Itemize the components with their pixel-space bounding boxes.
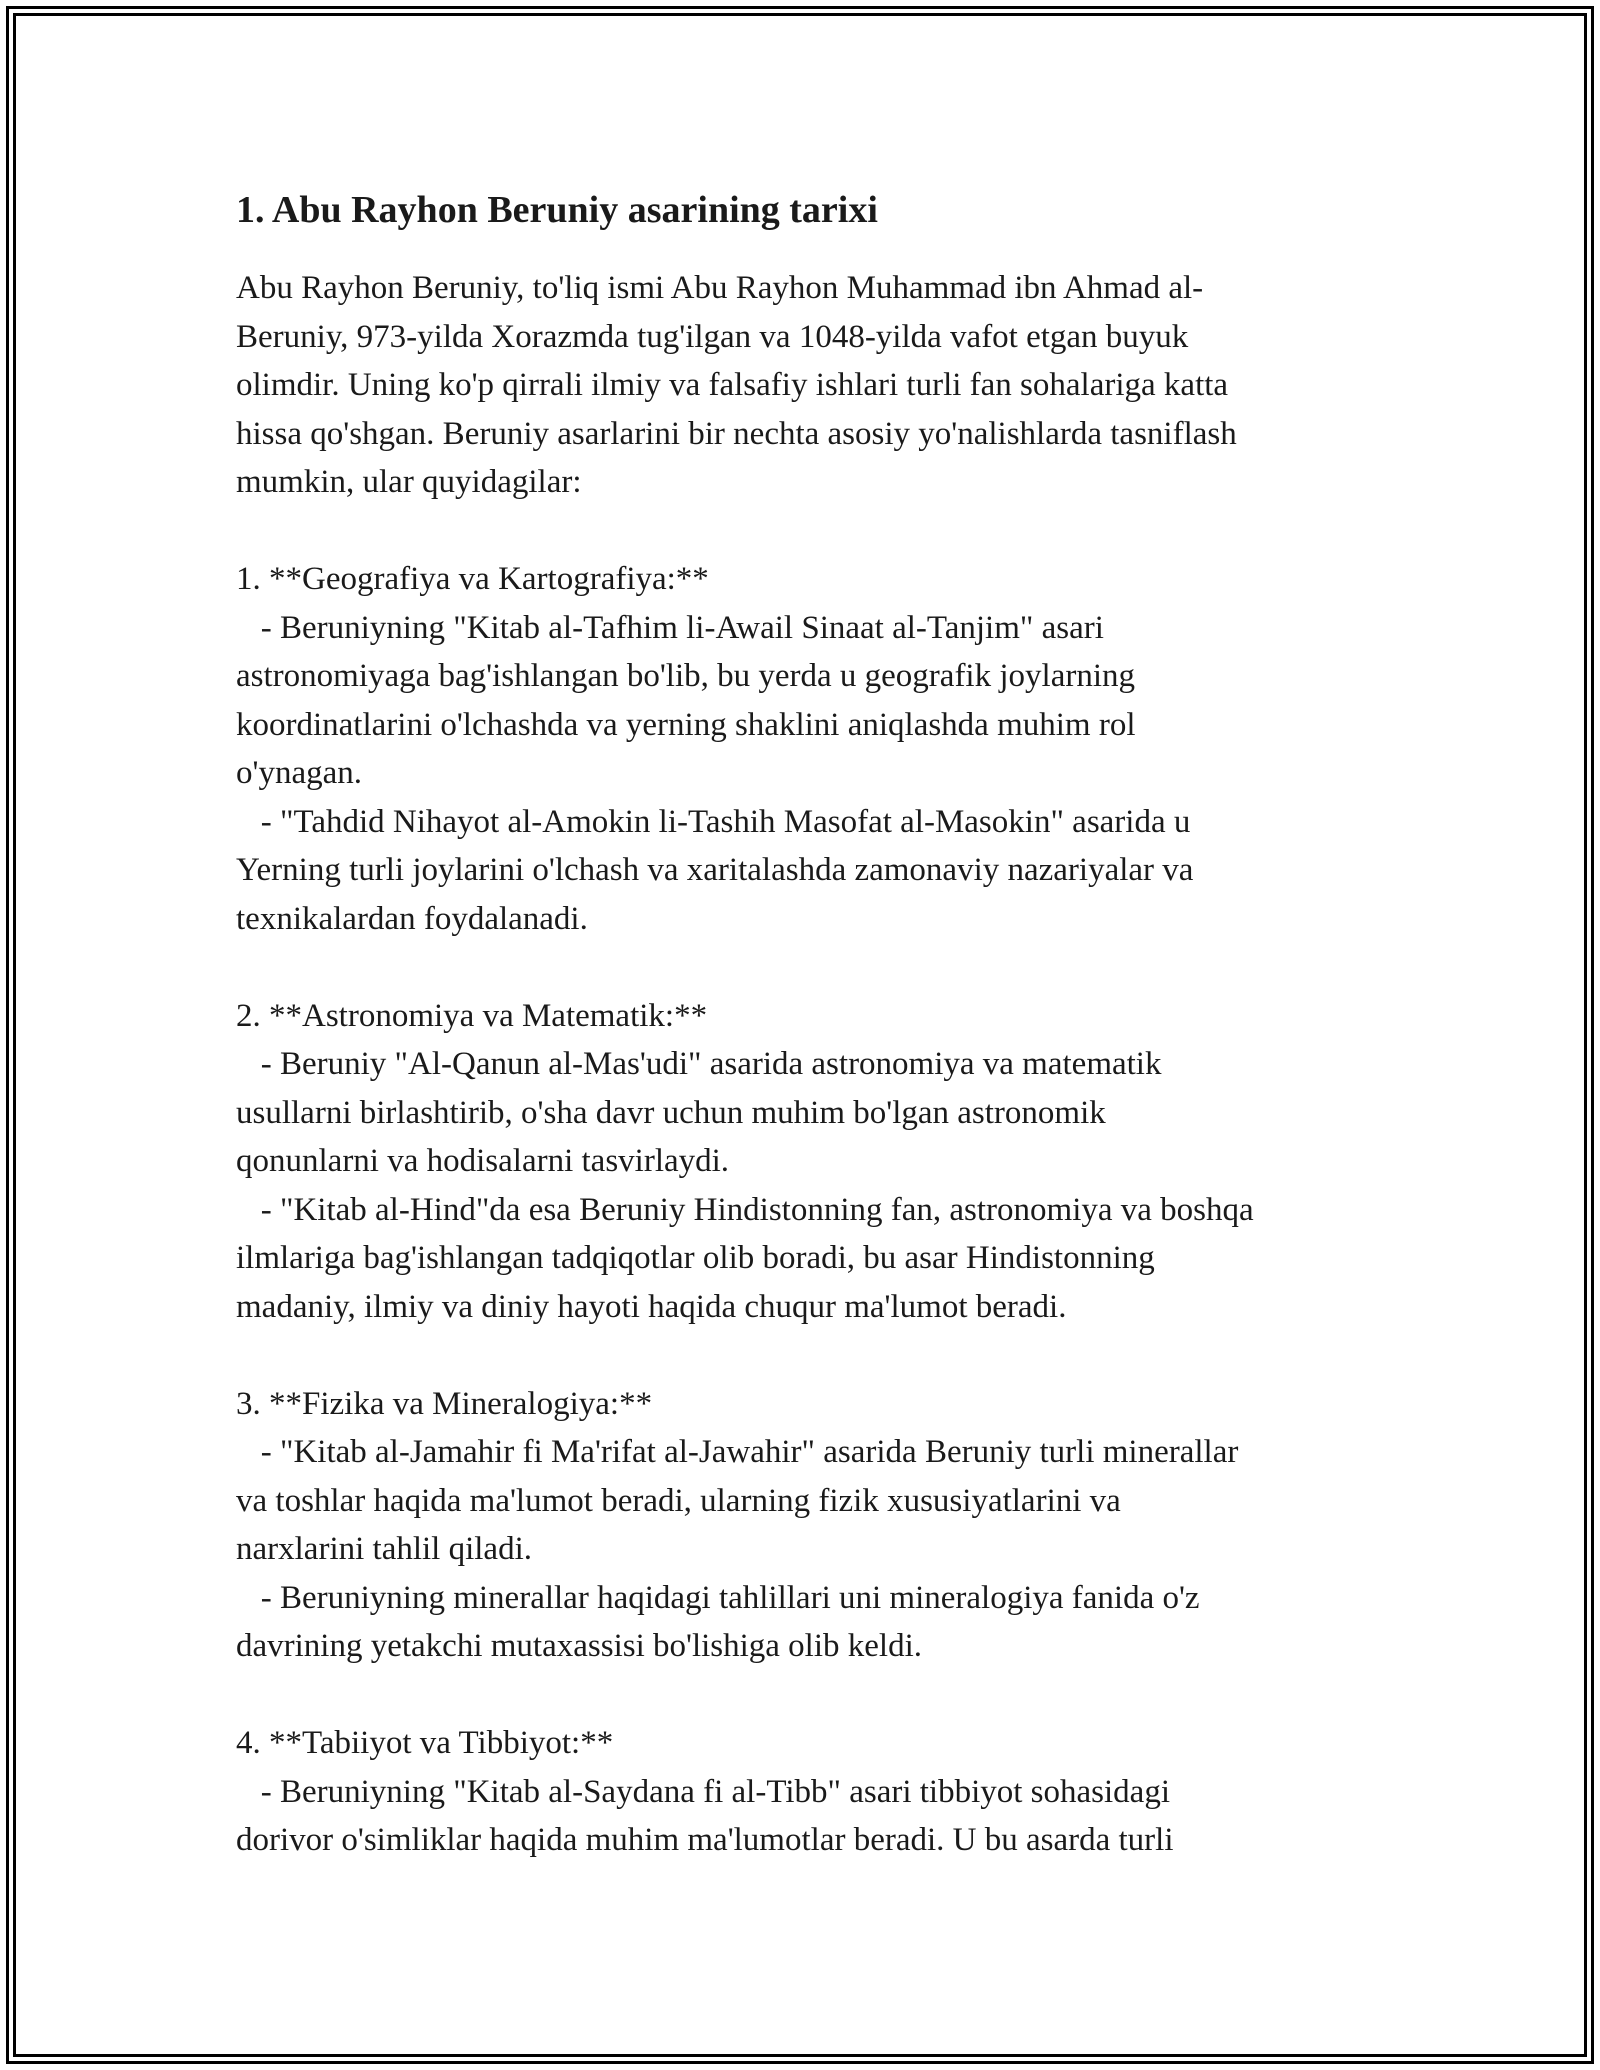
text-line: Yerning turli joylarini o'lchash va xaritalashda zamonaviy nazariyalar va [236, 852, 1194, 888]
text-line: texnikalardan foydalanadi. [236, 900, 588, 937]
document-text [236, 264, 1416, 1865]
blank-line [236, 507, 1416, 556]
text-line: 4. **Tabiiyot va Tibbiyot:** [236, 1725, 614, 1761]
text-line: o'ynagan. [236, 755, 362, 791]
text-line: 1. **Geografiya va Kartografiya:** [236, 561, 709, 597]
text-line: davrining yetakchi mutaxassisi bo'lishiga olib keldi. [236, 1628, 923, 1664]
text-line: madaniy, ilmiy va diniy hayoti haqida chuqur ma'lumot beradi. [236, 1288, 1067, 1325]
text-line: Beruniy, 973-yilda Xorazmda tug'ilgan va 1048-yilda vafot etgan buyuk [236, 318, 1189, 355]
blank-line [236, 943, 1416, 992]
text-line: olimdir. Uning ko'p qirrali ilmiy va falsafiy ishlari turli fan sohalariga katta [236, 367, 1229, 403]
text-line: va toshlar haqida ma'lumot beradi, ularning fizik xususiyatlarini va [236, 1482, 1121, 1519]
text-line: narxlarini tahlil qiladi. [236, 1531, 533, 1567]
blank-line [236, 1671, 1416, 1720]
document-body [236, 186, 1416, 1865]
text-line: - Beruniyning minerallar haqidagi tahlillari uni mineralogiya fanida o'z [236, 1579, 1200, 1616]
text-line: Abu Rayhon Beruniy, to'liq ismi Abu Rayhon Muhammad ibn Ahmad al- [236, 270, 1204, 306]
text-line: 3. **Fizika va Mineralogiya:** [236, 1385, 653, 1422]
text-line: - Beruniyning "Kitab al-Saydana fi al-Tibb" asari tibbiyot sohasidagi [236, 1773, 1170, 1810]
text-line: - "Kitab al-Jamahir fi Ma'rifat al-Jawahir" asarida Beruniy turli minerallar [236, 1434, 1239, 1470]
text-line: mumkin, ular quyidagilar: [236, 464, 582, 500]
text-line: qonunlarni va hodisalarni tasvirlaydi. [236, 1143, 730, 1179]
text-line: - "Kitab al-Hind"da esa Beruniy Hindistonning fan, astronomiya va boshqa [236, 1191, 1254, 1228]
text-line: dorivor o'simliklar haqida muhim ma'lumotlar beradi. U bu asarda turli [236, 1822, 1174, 1858]
text-line: hissa qo'shgan. Beruniy asarlarini bir nechta asosiy yo'nalishlarda tasniflash [236, 415, 1237, 452]
text-line: astronomiyaga bag'ishlangan bo'lib, bu yerda u geografik joylarning [236, 658, 1135, 694]
page-title: 1. Abu Rayhon Beruniy asarining tarixi [236, 189, 878, 231]
text-line: - "Tahdid Nihayot al-Amokin li-Tashih Masofat al-Masokin" asarida u [236, 803, 1191, 840]
text-line: - Beruniyning "Kitab al-Tafhim li-Awail Sinaat al-Tanjim" asari [236, 609, 1104, 646]
text-line: koordinatlarini o'lchashda va yerning shaklini aniqlashda muhim rol [236, 706, 1136, 743]
text-line: ilmlariga bag'ishlangan tadqiqotlar olib boradi, bu asar Hindistonning [236, 1240, 1155, 1276]
text-line: 2. **Astronomiya va Matematik:** [236, 997, 708, 1034]
text-line: usullarni birlashtirib, o'sha davr uchun muhim bo'lgan astronomik [236, 1094, 1106, 1131]
text-line: - Beruniy "Al-Qanun al-Mas'udi" asarida astronomiya va matematik [236, 1046, 1162, 1082]
blank-line [236, 1331, 1416, 1380]
